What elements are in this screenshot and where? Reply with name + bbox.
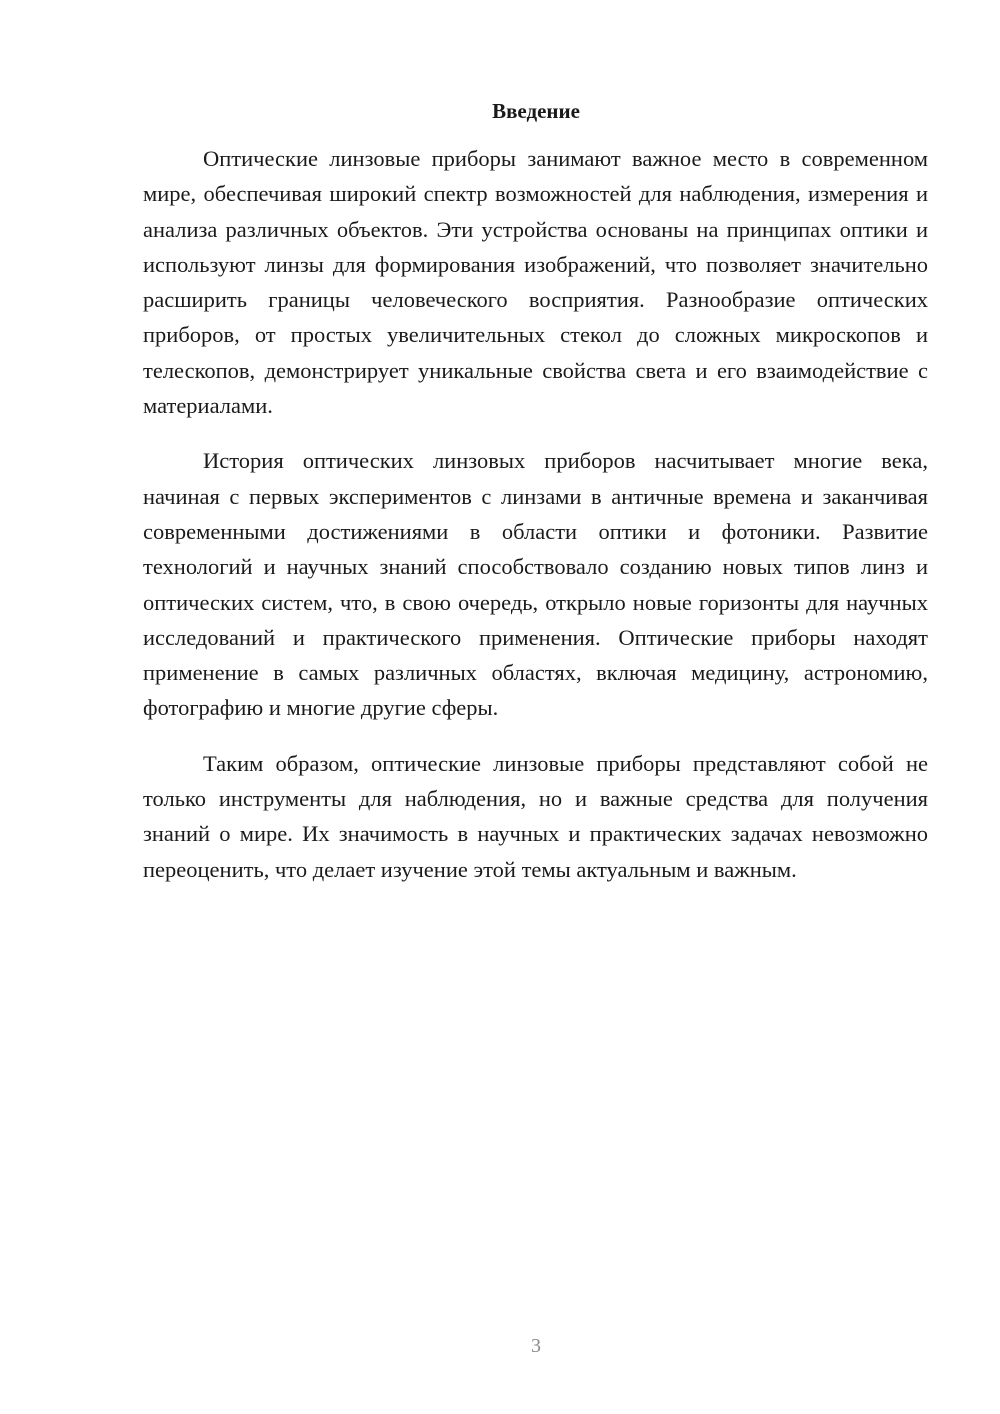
page-number: 3	[531, 1335, 541, 1357]
paragraph-1: Оптические линзовые приборы занимают важное место в современном мире, обеспечивая широкий спектр возможностей для наблюдения, измерения и анализа различных объектов. Эти устройства основаны на принципах оптики и используют линзы для формирования изображений, что позволяет значительно расширить границы человеческого восприятия. Разнообразие оптических приборов, от простых увеличительных стекол до сложных микроскопов и телескопов, демонстрирует уникальные свойства света и его взаимодействие с материалами.	[143, 146, 928, 419]
paragraph-2: История оптических линзовых приборов насчитывает многие века, начиная с первых экспериментов с линзами в античные времена и заканчивая современными достижениями в области оптики и фотоники. Развитие технологий и научных знаний способствовало созданию новых типов линз и оптических систем, что, в свою очередь, открыло новые горизонты для научных исследований и практического применения. Оптические приборы находят применение в самых различных областях, включая медицину, астрономию, фотографию и многие другие сферы.	[143, 448, 928, 721]
section-heading: Введение	[492, 99, 580, 123]
body-text	[143, 141, 928, 887]
paragraph-3: Таким образом, оптические линзовые приборы представляют собой не только инструменты для наблюдения, но и важные средства для получения знаний о мире. Их значимость в научных и практических задачах невозможно переоценить, что делает изучение этой темы актуальным и важным.	[143, 750, 928, 882]
